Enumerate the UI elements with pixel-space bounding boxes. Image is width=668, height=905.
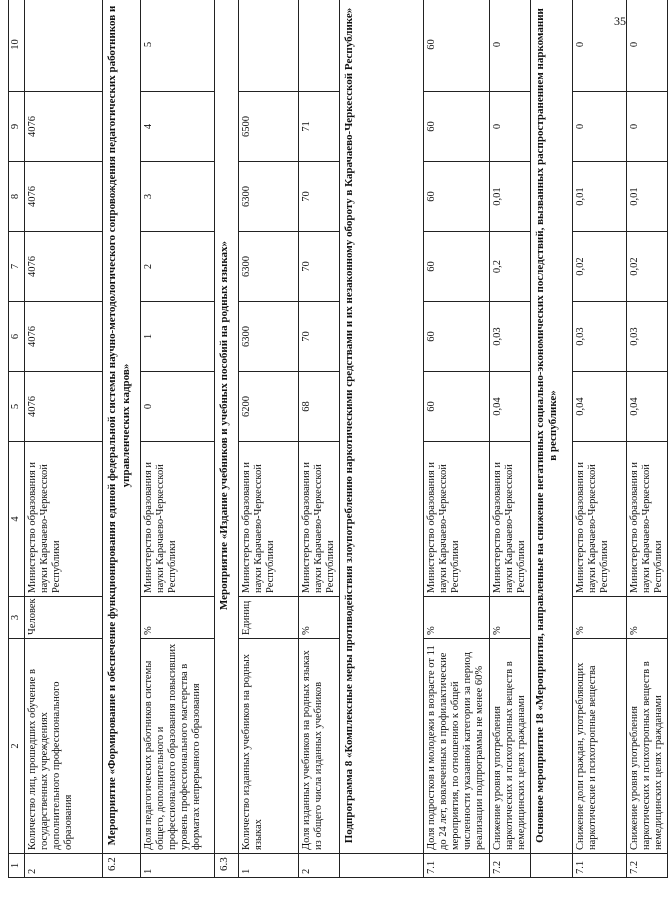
- section-title: Подпрограмма 8 «Комплексные меры противодействия злоупотреблению наркотическими средствами и их незаконному обороту в Карачаево-Черкесской Республике»: [340, 0, 424, 854]
- header-cell: 8: [9, 162, 25, 232]
- value-cell: 4076: [25, 92, 103, 162]
- table-row: [572, 0, 626, 878]
- value-cell: 70: [299, 232, 340, 302]
- section-title: Мероприятие «Формирование и обеспечение функционирования единой федеральной системы научно-методологического сопровождения педагогических работников и управленческих кадров»: [103, 0, 141, 854]
- value-cell: 4076: [25, 162, 103, 232]
- indicators-table: [8, 0, 668, 878]
- row-index: 7.1: [572, 854, 626, 878]
- section-title: Мероприятие «Издание учебников и учебных пособий на родных языках»: [215, 0, 239, 854]
- value-cell: 0,02: [626, 232, 667, 302]
- value-cell: 0,04: [489, 372, 530, 442]
- section-index: 6.2: [103, 854, 141, 878]
- value-cell: 6500: [239, 92, 299, 162]
- row-index: 1: [141, 854, 215, 878]
- indicator-name: Доля подростков и молодежи в возрасте от 11 до 24 лет, вовлеченных в профилактические мероприятия, по отношению к общей численности указанной категории за период реализации подпрограммы не менее 60%: [424, 639, 489, 854]
- row-index: 2: [25, 854, 103, 878]
- value-cell: 0,2: [489, 232, 530, 302]
- value-cell: 71: [299, 92, 340, 162]
- value-cell: 0,01: [626, 162, 667, 232]
- section-row: [530, 0, 572, 878]
- table-row: [626, 0, 667, 878]
- table-row: [141, 0, 215, 878]
- indicator-name: Снижение уровня употребления наркотических и психотропных веществ в немедицинских целях гражданами: [489, 639, 530, 854]
- row-index: 7.2: [626, 854, 667, 878]
- header-cell: 4: [9, 442, 25, 597]
- unit-cell: Человек: [25, 597, 103, 639]
- value-cell: 6300: [239, 232, 299, 302]
- value-cell: 4: [141, 92, 215, 162]
- table-row: [424, 0, 489, 878]
- indicator-name: Количество изданных учебников на родных языках: [239, 639, 299, 854]
- unit-cell: %: [572, 597, 626, 639]
- value-cell: 1: [141, 302, 215, 372]
- unit-cell: %: [299, 597, 340, 639]
- table-row: [489, 0, 530, 878]
- responsible-cell: Министерство образования и науки Карачаево-Черкесской Республики: [299, 442, 340, 597]
- header-cell: 1: [9, 854, 25, 878]
- page-number: 35: [614, 14, 626, 28]
- indicator-name: Снижение доли граждан, употребляющих наркотические и психотропные вещества: [572, 639, 626, 854]
- table-row: [299, 0, 340, 878]
- responsible-cell: Министерство образования и науки Карачаево-Черкесской Республики: [25, 442, 103, 597]
- section-index: 6.3: [215, 854, 239, 878]
- section-row: [340, 0, 424, 878]
- value-cell: 6300: [239, 302, 299, 372]
- section-index: [530, 854, 572, 878]
- value-cell: 68: [299, 372, 340, 442]
- header-cell: 9: [9, 92, 25, 162]
- header-cell: 10: [9, 0, 25, 92]
- unit-cell: %: [424, 597, 489, 639]
- responsible-cell: Министерство образования и науки Карачаево-Черкесской Республики: [424, 442, 489, 597]
- value-cell: 60: [424, 92, 489, 162]
- value-cell: 5: [141, 0, 215, 92]
- value-cell: 60: [424, 232, 489, 302]
- value-cell: 0: [626, 0, 667, 92]
- section-index: [340, 854, 424, 878]
- responsible-cell: Министерство образования и науки Карачаево-Черкесской Республики: [626, 442, 667, 597]
- value-cell: 60: [424, 302, 489, 372]
- indicator-name: Количество лиц, прошедших обучение в государственных учреждениях дополнительного профессионального образования: [25, 639, 103, 854]
- unit-cell: Единиц: [239, 597, 299, 639]
- unit-cell: %: [141, 597, 215, 639]
- value-cell: [25, 0, 103, 92]
- header-cell: 5: [9, 372, 25, 442]
- value-cell: 0,02: [572, 232, 626, 302]
- value-cell: 0: [489, 0, 530, 92]
- value-cell: 0,01: [489, 162, 530, 232]
- table-header-row: [9, 0, 25, 878]
- value-cell: 4076: [25, 232, 103, 302]
- value-cell: 6200: [239, 372, 299, 442]
- value-cell: 4076: [25, 302, 103, 372]
- indicator-name: Снижение уровня употребления наркотических и психотропных веществ в немедицинских целях гражданами: [626, 639, 667, 854]
- rotated-table-container: [8, 0, 664, 878]
- value-cell: 0,03: [572, 302, 626, 372]
- value-cell: 0,01: [572, 162, 626, 232]
- row-index: 1: [239, 854, 299, 878]
- header-cell: 2: [9, 639, 25, 854]
- value-cell: 60: [424, 372, 489, 442]
- value-cell: 0: [626, 92, 667, 162]
- value-cell: 0: [572, 92, 626, 162]
- table-row: [25, 0, 103, 878]
- value-cell: 0: [572, 0, 626, 92]
- value-cell: [239, 0, 299, 92]
- value-cell: 60: [424, 0, 489, 92]
- indicator-name: Доля изданных учебников на родных языках из общего числа изданных учебников: [299, 639, 340, 854]
- value-cell: 3: [141, 162, 215, 232]
- unit-cell: %: [626, 597, 667, 639]
- header-cell: 6: [9, 302, 25, 372]
- value-cell: [299, 0, 340, 92]
- value-cell: 4076: [25, 372, 103, 442]
- row-index: 7.1: [424, 854, 489, 878]
- value-cell: 60: [424, 162, 489, 232]
- responsible-cell: Министерство образования и науки Карачаево-Черкесской Республики: [489, 442, 530, 597]
- value-cell: 0: [489, 92, 530, 162]
- value-cell: 0,04: [626, 372, 667, 442]
- row-index: 7.2: [489, 854, 530, 878]
- unit-cell: %: [489, 597, 530, 639]
- value-cell: 6300: [239, 162, 299, 232]
- value-cell: 0,04: [572, 372, 626, 442]
- table-row: [239, 0, 299, 878]
- section-title: Основное мероприятие 18 «Мероприятия, направленные на снижение негативных социально-экономических последствий, вызванных распространением наркомании в республике»: [530, 0, 572, 854]
- header-cell: 3: [9, 597, 25, 639]
- responsible-cell: Министерство образования и науки Карачаево-Черкесской Республики: [239, 442, 299, 597]
- row-index: 2: [299, 854, 340, 878]
- value-cell: 0: [141, 372, 215, 442]
- value-cell: 70: [299, 302, 340, 372]
- indicator-name: Доля педагогических работников системы общего, дополнительного и профессионального образования повысивших уровень профессионального мастерства в форматах непрерывного образования: [141, 639, 215, 854]
- section-row: [215, 0, 239, 878]
- value-cell: 2: [141, 232, 215, 302]
- value-cell: 70: [299, 162, 340, 232]
- responsible-cell: Министерство образования и науки Карачаево-Черкесской Республики: [572, 442, 626, 597]
- responsible-cell: Министерство образования и науки Карачаево-Черкесской Республики: [141, 442, 215, 597]
- header-cell: 7: [9, 232, 25, 302]
- value-cell: 0,03: [489, 302, 530, 372]
- section-row: [103, 0, 141, 878]
- value-cell: 0,03: [626, 302, 667, 372]
